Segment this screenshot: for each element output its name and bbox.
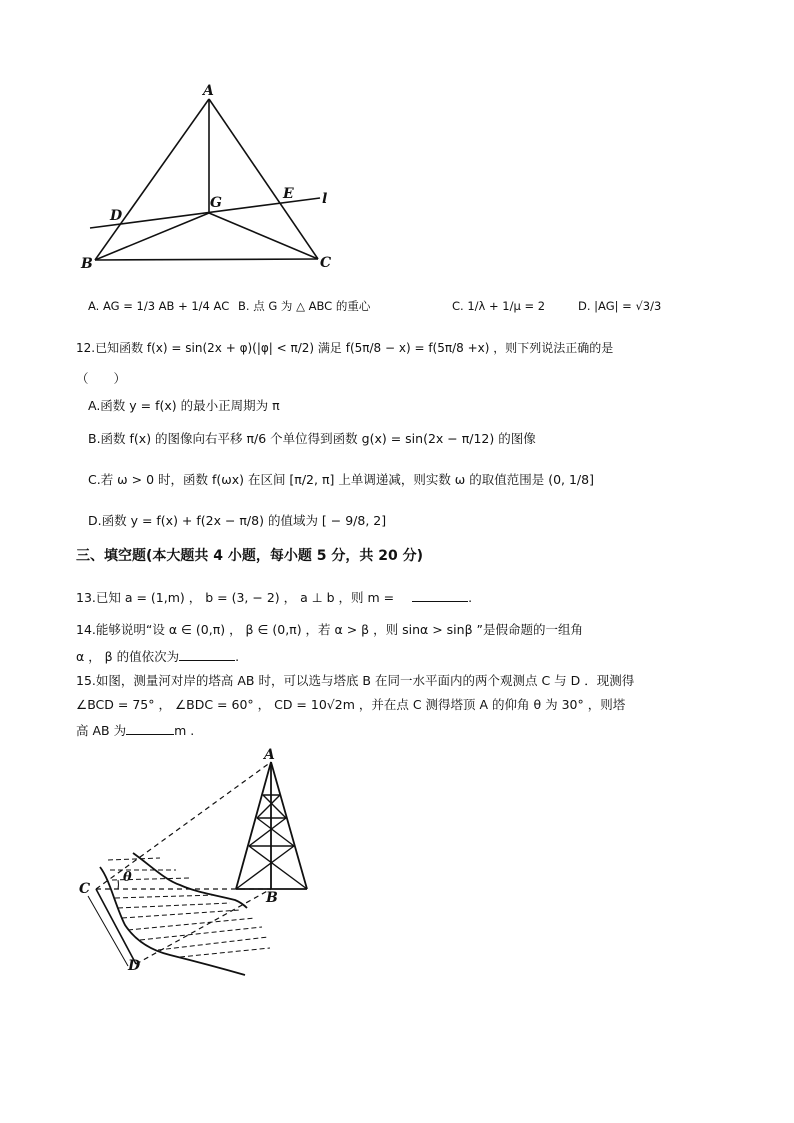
q15-line3-end: m . bbox=[174, 723, 195, 738]
q13-text: 13.已知 a = (1,m) ， b = (3, − 2) ， a ⊥ b ，则 m = bbox=[76, 590, 395, 605]
q15-line1: 15.如图，测量河对岸的塔高 AB 时，可以选与塔底 B 在同一水平面内的两个观测点 C 与 D ．现测得 bbox=[76, 673, 635, 688]
q12-stem: 12.已知函数 f(x) = sin(2x + φ)(|φ| < π/2) 满足 f(5π/8 − x) = f(5π/8 +x) ，则下列说法正确的是 bbox=[76, 341, 614, 355]
label-C-fig1: C bbox=[320, 255, 332, 271]
q14-line1: 14.能够说明“设 α ∈ (0,π) ， β ∈ (0,π) ，若 α > β ，则 sinα > sinβ ”是假命题的一组角 bbox=[76, 622, 584, 637]
q15-line3-text: 高 AB 为 bbox=[76, 723, 127, 738]
q13-end: . bbox=[468, 590, 473, 605]
label-B-fig2: B bbox=[266, 890, 278, 906]
label-l-fig1: l bbox=[322, 191, 328, 207]
label-A-fig1: A bbox=[203, 83, 214, 99]
q11-option-b: B. 点 G 为 △ ABC 的重心 bbox=[238, 299, 371, 313]
q12-option-c: C.若 ω > 0 时，函数 f(ωx) 在区间 [π/2, π] 上单调递减，则实数 ω 的取值范围是 (0, 1/8] bbox=[88, 472, 594, 487]
q14-line2-text: α ， β 的值依次为 bbox=[76, 649, 180, 664]
label-theta-fig2: θ bbox=[123, 870, 132, 885]
q12-option-b: B.函数 f(x) 的图像向右平移 π/6 个单位得到函数 g(x) = sin(2x − π/12) 的图像 bbox=[88, 431, 536, 446]
section-heading: 三、填空题(本大题共 4 小题，每小题 5 分，共 20 分) bbox=[76, 548, 424, 564]
label-B-fig1: B bbox=[81, 256, 93, 272]
label-D-fig2: D bbox=[128, 958, 141, 974]
q12-option-a: A.函数 y = f(x) 的最小正周期为 π bbox=[88, 398, 280, 413]
q12-answer-paren: （ ） bbox=[76, 371, 127, 386]
q15-line2: ∠BCD = 75° ， ∠BDC = 60° ， CD = 10√2m ，并在点 C 测得塔顶 A 的仰角 θ 为 30° ，则塔 bbox=[76, 697, 626, 712]
q11-option-d: D. |AG| = √3/3 bbox=[578, 299, 662, 313]
label-E-fig1: E bbox=[283, 186, 294, 202]
label-A-fig2: A bbox=[264, 747, 275, 763]
q11-option-c: C. 1/λ + 1/μ = 2 bbox=[452, 299, 546, 313]
q12-option-d: D.函数 y = f(x) + f(2x − π/8) 的值域为 [ − 9/8, 2] bbox=[88, 513, 387, 528]
label-C-fig2: C bbox=[79, 881, 91, 897]
label-G-fig1: G bbox=[210, 195, 222, 211]
q14-end: . bbox=[235, 649, 240, 664]
q11-option-a: A. AG = 1/3 AB + 1/4 AC bbox=[88, 299, 230, 313]
label-D-fig1: D bbox=[110, 208, 123, 224]
